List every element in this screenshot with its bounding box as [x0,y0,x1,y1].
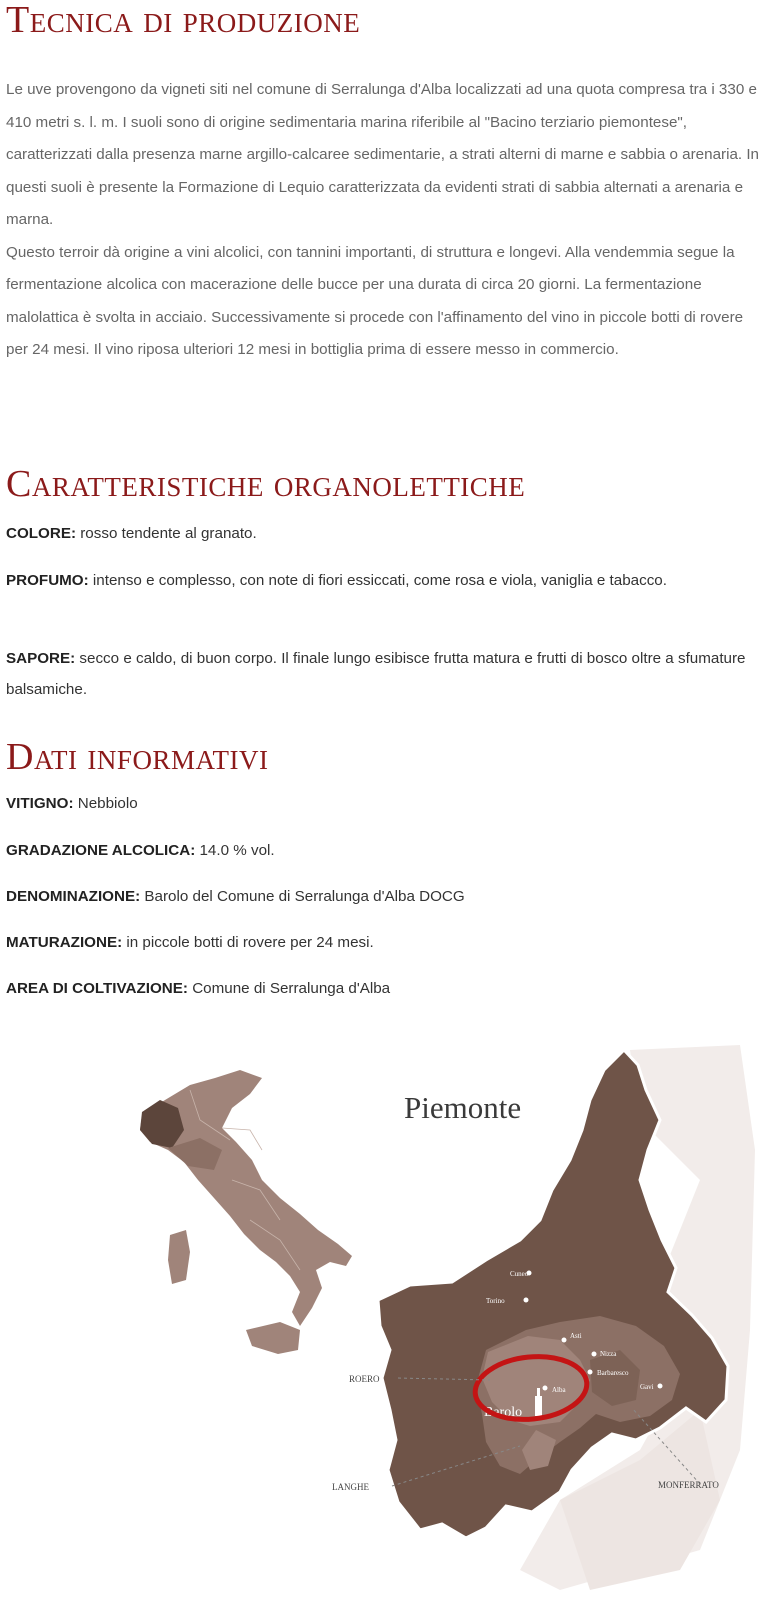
maturazione-row [6,927,766,958]
colore-label: COLORE: [6,525,77,542]
barolo-label: Barolo [484,1405,523,1420]
city-label-gavi: Gavi [640,1383,654,1391]
denominazione-label: DENOMINAZIONE: [6,888,141,905]
colore-value: rosso tendente al granato. [76,525,257,542]
city-dot-barbaresco [588,1370,593,1375]
sapore-label: SAPORE: [6,650,76,667]
city-dot-nizza [592,1352,597,1357]
tecnica-paragraph-1: Le uve provengono da vigneti siti nel comune di Serralunga d'Alba localizzati ad una quota compresa tra i 330 e 410 metri s. l. m. I suoli sono di origine sedimentaria marina riferibile al "Bacino terziario piemontese", caratterizzati dalla presenza marne argillo-calcaree sedimentarie, a strati alterni di marne e sabbia o arenaria. In questi suoli è presente la Formazione di Lequio caratterizzata da evidenti strati di sabbia alternati a arenaria e marna. [6,81,759,228]
maturazione-label: MATURAZIONE: [6,934,123,951]
tecnica-text [6,74,766,367]
profumo-value: intenso e complesso, con note di fiori essiccati, come rosa e viola, vaniglia e tabacco. [88,572,667,589]
piemonte-map [0,1030,775,1600]
profumo-row [6,565,766,596]
colore-row [6,518,766,549]
vitigno-row [6,788,766,819]
maturazione-value: in piccole botti di rovere per 24 mesi. [122,934,374,951]
denominazione-value: Barolo del Comune di Serralunga d'Alba DOCG [140,888,465,905]
city-label-alba: Alba [552,1386,566,1394]
city-dot-alba [543,1386,548,1391]
city-label-nizza: Nizza [600,1350,617,1358]
city-dot-gavi [658,1384,663,1389]
denominazione-row [6,881,766,912]
area-label: AREA DI COLTIVAZIONE: [6,980,188,997]
city-label-cuneo: Cuneo [510,1270,529,1278]
caratteristiche-heading: Caratteristiche organolettiche [6,463,526,505]
city-dot-asti [562,1338,567,1343]
roero-label: ROERO [349,1374,380,1384]
sapore-row [6,643,766,705]
city-label-asti: Asti [570,1332,582,1340]
city-label-torino: Torino [486,1297,505,1305]
gradazione-value: 14.0 % vol. [195,842,275,859]
city-dot-torino [524,1298,529,1303]
tecnica-heading: Tecnica di produzione [6,0,361,41]
region-title: Piemonte [404,1090,522,1125]
area-value: Comune di Serralunga d'Alba [187,980,391,997]
area-row [6,973,766,1004]
vitigno-label: VITIGNO: [6,795,74,812]
tecnica-paragraph-2: Questo terroir dà origine a vini alcolici, con tannini importanti, di struttura e longevi. Alla vendemmia segue la fermentazione alcolica con macerazione delle bucce per una durata di circa 20 giorni. La fermentazione malolattica è svolta in acciaio. Successivamente si procede con l'affinamento del vino in piccole botti di rovere per 24 mesi. Il vino riposa ulteriori 12 mesi in bottiglia prima di essere messo in commercio. [6,243,744,358]
sapore-value: secco e caldo, di buon corpo. Il finale lungo esibisce frutta matura e frutti di bosco oltre a sfumature balsamiche. [6,650,746,698]
dati-heading: Dati informativi [6,736,269,778]
monferrato-label: MONFERRATO [658,1480,719,1490]
city-label-barbaresco: Barbaresco [597,1369,629,1377]
profumo-label: PROFUMO: [6,572,89,589]
vitigno-value: Nebbiolo [73,795,138,812]
italy-silhouette [140,1070,352,1354]
langhe-label: LANGHE [332,1482,369,1492]
gradazione-label: GRADAZIONE ALCOLICA: [6,842,196,859]
gradazione-row [6,835,766,866]
map-illustration [0,1030,775,1600]
